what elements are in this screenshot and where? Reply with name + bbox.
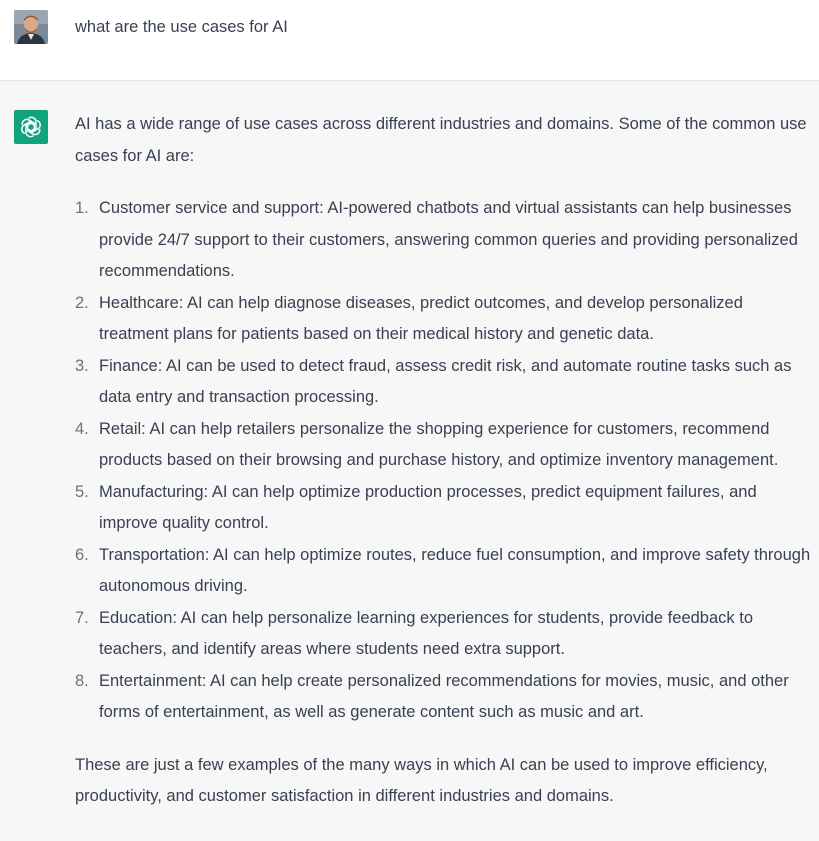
- user-avatar-photo: [14, 10, 48, 44]
- list-item-text: Education: AI can help personalize learning experiences for students, provide feedback to teachers, and identify areas where students need extra support.: [99, 608, 753, 658]
- list-item-number: 1.: [75, 199, 89, 217]
- list-item-number: 2.: [75, 293, 89, 312]
- list-item-number: 5.: [75, 482, 89, 501]
- list-item: [75, 193, 815, 288]
- list-item: [75, 477, 815, 540]
- user-avatar-icon: [14, 10, 48, 44]
- list-item: [75, 666, 815, 729]
- user-message-text: what are the use cases for AI: [75, 18, 288, 36]
- list-item: [75, 603, 815, 666]
- user-message-row: [0, 0, 819, 81]
- answer-outro: These are just a few examples of the many ways in which AI can be used to improve efficiency, productivity, and customer satisfaction in different industries and domains.: [75, 755, 768, 805]
- list-item: [75, 351, 815, 414]
- assistant-message-row: [0, 81, 819, 841]
- list-item-text: Healthcare: AI can help diagnose diseases, predict outcomes, and develop personalized treatment plans for patients based on their medical history and genetic data.: [99, 293, 743, 343]
- use-case-list: [75, 193, 815, 729]
- list-item-number: 4.: [75, 419, 89, 438]
- list-item-number: 6.: [75, 545, 89, 564]
- list-item-text: Retail: AI can help retailers personalize the shopping experience for customers, recommend products based on their browsing and purchase history, and optimize inventory management.: [99, 419, 779, 469]
- list-item-number: 8.: [75, 671, 89, 690]
- answer-intro: AI has a wide range of use cases across different industries and domains. Some of the common use cases for AI are:: [75, 115, 807, 165]
- list-item-number: 3.: [75, 356, 89, 375]
- chatgpt-logo-icon: [14, 110, 48, 144]
- list-item-number: 7.: [75, 608, 89, 627]
- assistant-message-content: [75, 109, 815, 813]
- list-item: [75, 414, 815, 477]
- list-item-text: Entertainment: AI can help create personalized recommendations for movies, music, and other forms of entertainment, as well as generate content such as music and art.: [99, 671, 789, 721]
- list-item: [75, 288, 815, 351]
- list-item-text: Finance: AI can be used to detect fraud, assess credit risk, and automate routine tasks such as data entry and transaction processing.: [99, 356, 792, 406]
- list-item: [75, 540, 815, 603]
- list-item-text: Transportation: AI can help optimize routes, reduce fuel consumption, and improve safety through autonomous driving.: [99, 545, 811, 595]
- list-item-text: Customer service and support: AI-powered chatbots and virtual assistants can help businesses provide 24/7 support to their customers, answering common queries and providing personalized recommendations.: [99, 199, 798, 280]
- list-item-text: Manufacturing: AI can help optimize production processes, predict equipment failures, and improve quality control.: [99, 482, 757, 532]
